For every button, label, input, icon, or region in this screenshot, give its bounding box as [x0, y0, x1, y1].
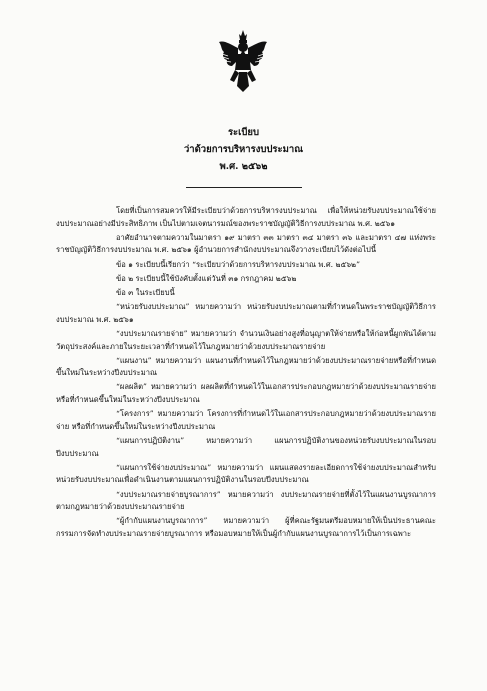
definition-spending-plan: “แผนการใช้จ่ายงบประมาณ” หมายความว่า แผนแสดงรายละเอียดการใช้จ่ายงบประมาณสำหรับหน่วยรับงบประมาณเพื่อดำเนินงานตามแผนการปฏิบัติงานในรอบปีงบประมาณ — [56, 462, 436, 485]
document-title: ระเบียบ — [227, 127, 260, 138]
clause-3: ข้อ ๓ ในระเบียบนี้ — [116, 287, 175, 297]
paragraph-preamble: โดยที่เป็นการสมควรให้มีระเบียบว่าด้วยการบริหารงบประมาณ เพื่อให้หน่วยรับงบประมาณใช้จ่ายงบประมาณอย่างมีประสิทธิภาพ เป็นไปตามเจตนารมณ์ของพระราชบัญญัติวิธีการงบประมาณ พ.ศ. ๒๕๖๑ — [56, 206, 436, 228]
document-body — [56, 205, 436, 542]
document-year: พ.ศ. ๒๕๖๒ — [219, 161, 268, 172]
definition-integrated-plan-supervisor: “ผู้กำกับแผนงานบูรณาการ” หมายความว่า ผู้ที่คณะรัฐมนตรีมอบหมายให้เป็นประธานคณะกรรมการจัดทำงบประมาณรายจ่ายบูรณาการ หรือมอบหมายให้เป็นผู้กำกับแผนงานบูรณาการไว้เป็นการเฉพาะ — [56, 516, 436, 538]
title-divider — [186, 187, 302, 188]
garuda-emblem-icon — [218, 30, 268, 92]
definition-project: “โครงการ” หมายความว่า โครงการที่กำหนดไว้ในเอกสารประกอบกฎหมายว่าด้วยงบประมาณรายจ่าย หรือที่กำหนดขึ้นใหม่ในระหว่างปีงบประมาณ — [56, 409, 436, 431]
definition-output: “ผลผลิต” หมายความว่า ผลผลิตที่กำหนดไว้ในเอกสารประกอบกฎหมายว่าด้วยงบประมาณรายจ่าย หรือที่กำหนดขึ้นใหม่ในระหว่างปีงบประมาณ — [56, 382, 436, 405]
definition-integrated-budget: “งบประมาณรายจ่ายบูรณาการ” หมายความว่า งบประมาณรายจ่ายที่ตั้งไว้ในแผนงานบูรณาการตามกฎหมายว่าด้วยงบประมาณรายจ่าย — [56, 489, 436, 512]
definition-budget-unit: “หน่วยรับงบประมาณ” หมายความว่า หน่วยรับงบประมาณตามที่กำหนดในพระราชบัญญัติวิธีการงบประมาณ พ.ศ. ๒๕๖๑ — [56, 302, 436, 324]
document-subject: ว่าด้วยการบริหารงบประมาณ — [183, 144, 304, 155]
paragraph-authority: อาศัยอำนาจตามความในมาตรา ๑๙ มาตรา ๓๓ มาตรา ๓๔ มาตรา ๓๖ และมาตรา ๔๗ แห่งพระราชบัญญัติวิธีการงบประมาณ พ.ศ. ๒๕๖๑ ผู้อำนวยการสำนักงบประมาณจึงวางระเบียบไว้ดังต่อไปนี้ — [56, 232, 436, 255]
definition-expenditure-budget: “งบประมาณรายจ่าย” หมายความว่า จำนวนเงินอย่างสูงที่อนุญาตให้จ่ายหรือให้ก่อหนี้ผูกพันได้ตามวัตถุประสงค์และภายในระยะเวลาที่กำหนดไว้ในกฎหมายว่าด้วยงบประมาณรายจ่าย — [56, 328, 436, 351]
clause-2: ข้อ ๒ ระเบียบนี้ใช้บังคับตั้งแต่วันที่ ๓๑ กรกฎาคม ๒๕๖๒ — [116, 273, 297, 283]
definition-work-plan: “แผนงาน” หมายความว่า แผนงานที่กำหนดไว้ในกฎหมายว่าด้วยงบประมาณรายจ่ายหรือที่กำหนดขึ้นใหม่ในระหว่างปีงบประมาณ — [56, 355, 436, 378]
clause-1: ข้อ ๑ ระเบียบนี้เรียกว่า “ระเบียบว่าด้วยการบริหารงบประมาณ พ.ศ. ๒๕๖๒” — [116, 259, 360, 269]
definition-operation-plan: “แผนการปฏิบัติงาน” หมายความว่า แผนการปฏิบัติงานของหน่วยรับงบประมาณในรอบปีงบประมาณ — [56, 436, 436, 458]
